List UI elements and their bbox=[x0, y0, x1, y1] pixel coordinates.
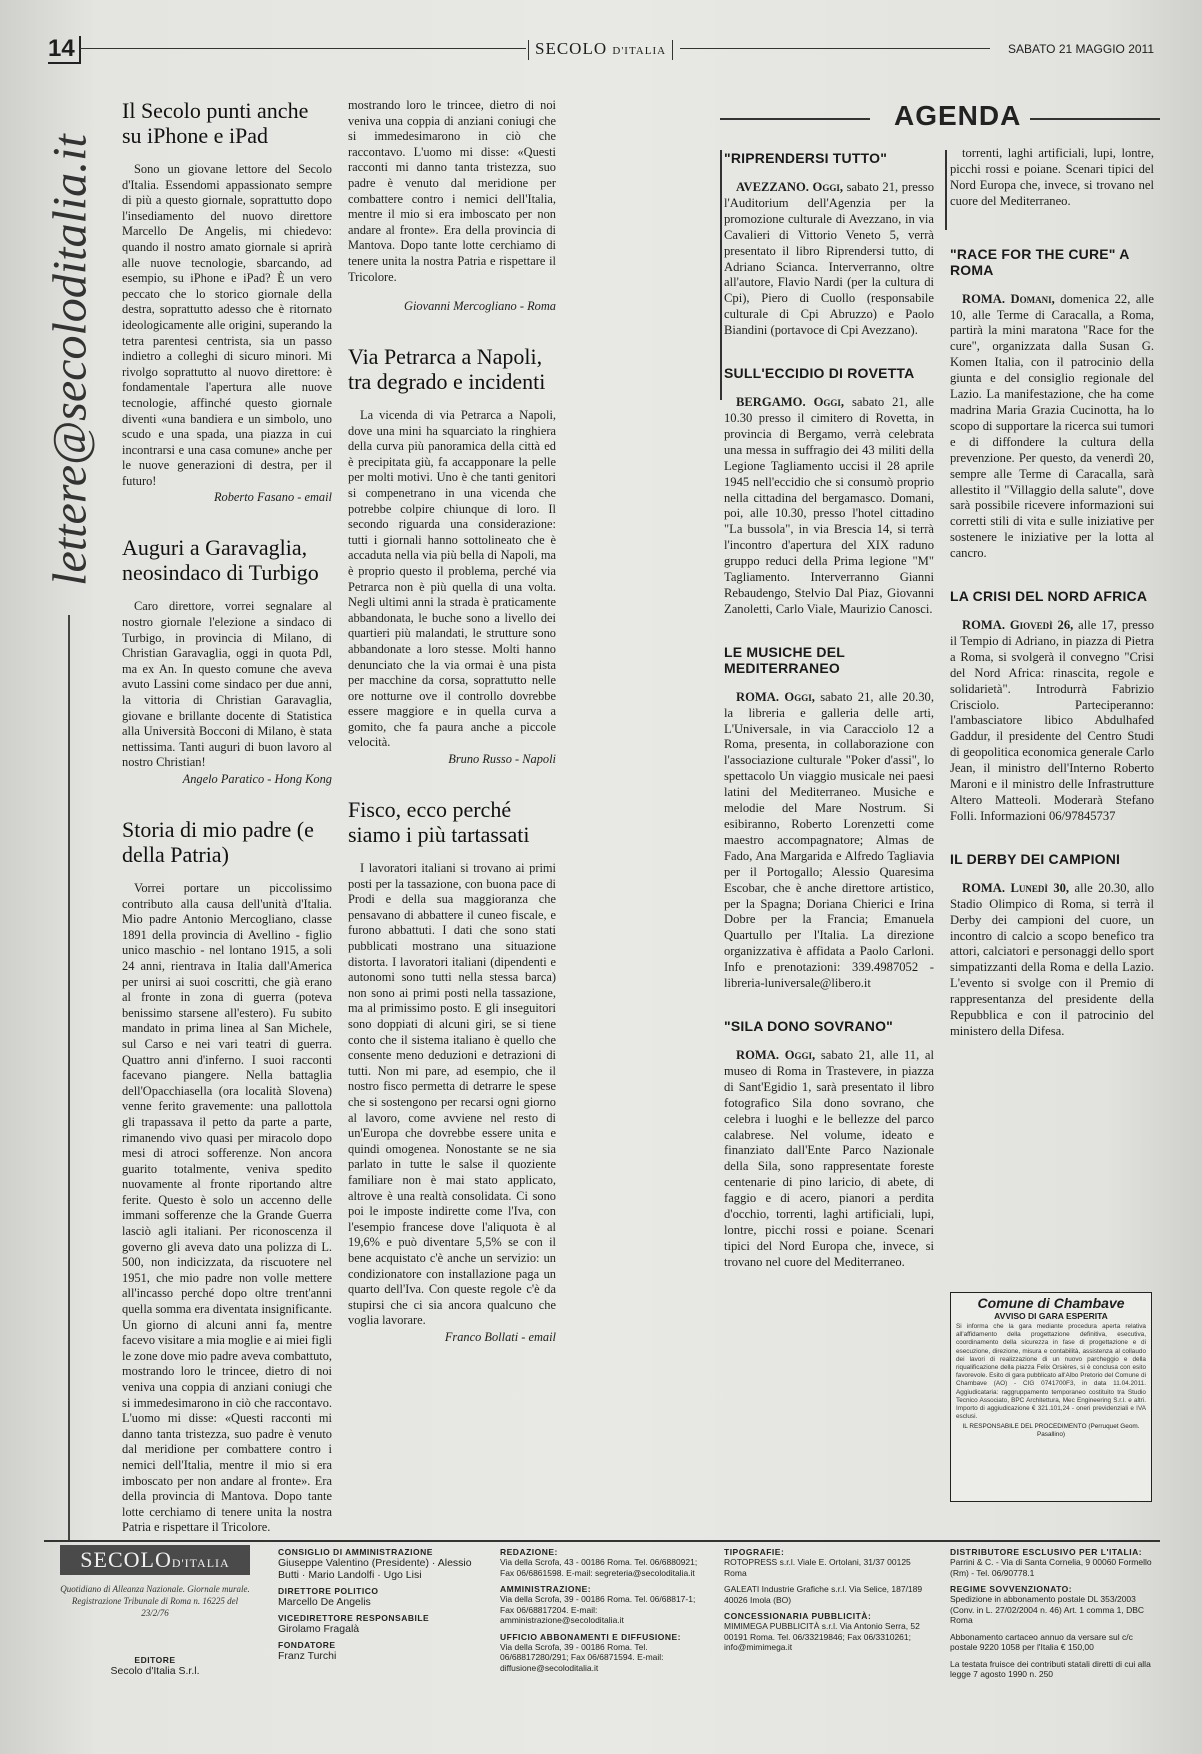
footer-subtitle: Quotidiano di Alleanza Nazionale. Giornale murale. Registrazione Tribunale di Roma n. 16225 del 23/2/76 bbox=[60, 1584, 250, 1618]
agenda-item bbox=[724, 1017, 934, 1269]
agenda-item bbox=[724, 365, 934, 618]
footer-logo: SECOLOD'ITALIA bbox=[60, 1545, 250, 1575]
agenda-item-text: AVEZZANO. Oggi, sabato 21, presso l'Auditorium dell'Agenzia per la promozione culturale di Avezzano, in via Cavalieri di Vittorio Veneto 5, verrà presentato il libro Riprendersi tutto, di Adriano Scianca. Interverranno, oltre all'autore, Flavio Nardi (per la cultura di Cpi), Piero di Cuollo (responsabile culturale di Cpi Abruzzo) e Paolo Biandini (portavoce di Cpi Avezzano). bbox=[724, 180, 934, 338]
agenda-item-title: "RIPRENDERSI TUTTO" bbox=[724, 150, 888, 166]
header-rule-right bbox=[680, 48, 990, 49]
footer-board: CONSIGLIO DI AMMINISTRAZIONE Giuseppe Valentino (Presidente) · Alessio Butti · Mario Landolfi · Ugo Lisi DIRETTORE POLITICO Marcello De Angelis VICEDIRETTORE RESPONSABILE Girolamo Fragalà FONDATORE Franz Turchi bbox=[278, 1547, 472, 1662]
letter-title: Auguri a Garavaglia, neosindaco di Turbigo bbox=[122, 535, 319, 586]
letter-body: Sono un giovane lettore del Secolo d'Italia. Essendomi appassionato sempre di più a questo giornale, soprattutto dopo l'insediamento del nuovo direttore Marcello De Angelis, mi chiedevo: quando il nostro amato giornale si aprirà alle nuove tecnologie, sbarcando, ad esempio, su iPhone e iPad? È un vero peccato che lo storico giornale della destra, soprattutto adesso che è ritornato ideologicamente alle origini, superando la tetra parentesi centrista, sia un passo indietro a colleghi di sicuro minori. Mi rivolgo soprattutto al nuovo direttore: è fondamentale l'apertura alle nuove tecnologie, affinché questo giornale diventi «una bandiera e un simbolo, uno scudo e una spada, una piazza in cui incontrarsi e una casa comune» anche per le nuove generazioni di destra, per il futuro! bbox=[122, 162, 332, 488]
agenda-item bbox=[950, 246, 1154, 562]
agenda-item bbox=[724, 150, 934, 339]
letter-body: I lavoratori italiani si trovano ai primi posti per la tassazione, con buona pace di Prodi e della sua maggioranza che pensavano di abbattere il cuneo fiscale, e furono abbattuti. I dati che sono stati pubblicati mostrano una situazione distorta. I lavoratori italiani (dipendenti e autonomi sono tutti nella stessa barca) non sono ai primi posti nella tassazione, ma al primissimo posto. E gli inseguitori sono doppiati di alcuni giri, se si tiene conto che il sistema italiano è quello che consente meno deduzioni e detrazioni di tutti. Non mi pare, ad esempio, che il nostro fisco permetta di detrarre le spese che si sostengono per recarsi ogni giorno al lavoro, come avviene nel resto di un'Europa che dovrebbe essere unita e quindi omogenea. Nonostante se ne sia parlato in tutte le salse il quoziente familiare non è mai stato applicato, altrove è una realtà consolidata. Ci sono poi le imposte indirette come l'Iva, con l'esempio francese dove l'aliquota è al 19,6% e può diventare 5,5% se con il bene acquistato c'è anche un servizio: un condizionatore con installazione paga un quarto dell'Iva. Con queste regole c'è da stupirsi che ci sia ancora qualcuno che voglia lavorare. bbox=[348, 861, 556, 1328]
letter-signature: Angelo Paratico - Hong Kong bbox=[182, 772, 332, 786]
notice-subtitle: AVVISO DI GARA ESPERITA bbox=[994, 1311, 1108, 1321]
letter-storia bbox=[122, 817, 332, 1535]
notice-title: Comune di Chambave bbox=[977, 1295, 1125, 1311]
letter-fisco bbox=[348, 797, 556, 1345]
agenda-item bbox=[950, 851, 1154, 1040]
masthead-small: D'ITALIA bbox=[612, 45, 667, 57]
page-number: 14 bbox=[48, 36, 81, 64]
letter-storia-continued: mostrando loro le trincee, dietro di noi veniva una coppia di anziani coniugi che si immedesimarono in ciò che raccontavo. L'uomo mi disse: «Questi racconti mi danno tanta tristezza, suo padre è venuto dal meridione per combattere contro i nemici dell'Italia, mentre il mio si era imboscato per non andare al fronte». Era della provincia di Mantova. Dopo tante lotte cerchiamo di tenere unita la nostra Patria e rispettare il Tricolore. bbox=[348, 98, 556, 284]
agenda-item-title: "RACE FOR THE CURE" A ROMA bbox=[950, 245, 1129, 278]
letter-garavaglia bbox=[122, 535, 332, 787]
letter-body: La vicenda di via Petrarca a Napoli, dove una mini ha squarciato la ringhiera della curva più panoramica della città ed è precipitata giù, fa accapponare la pelle per molti motivi. Uno è che tanti genitori si compenetrano in una vicenda che potrebbe colpire chiunque di loro. Il secondo riguarda una considerazione: tutti i giornali hanno sottolineato che è accaduta nella via più bella di Napoli, ma è proprio questo il problema, perché via Petrarca non è più quella di una volta. Negli ultimi anni la strada è praticamente abbandonata, le buche sono a livello dei quartieri più malandati, le strutture sono abbandonate a loro stesse. Molti hanno denunciato che la via ormai è una pista per macchine da corsa, soprattutto nelle ore notturne ove il controllo dovrebbe essere maggiore e in quella curva a gomito, che fa paura anche a piccole velocità. bbox=[348, 408, 556, 750]
agenda-rule-left bbox=[720, 118, 870, 120]
footer-publisher: EDITORE Secolo d'Italia S.r.l. bbox=[110, 1655, 200, 1677]
letter-signature: Franco Bollati - email bbox=[444, 1329, 556, 1344]
agenda-rule-vertical-2 bbox=[945, 150, 947, 230]
agenda-column-2 bbox=[950, 146, 1154, 1066]
footer-rule bbox=[44, 1540, 1160, 1542]
footer-offices: REDAZIONE: Via della Scrofa, 43 - 00186 Roma. Tel. 06/6880921; Fax 06/6861598. E-mail: segreteria@secoloditalia.it AMMINISTRAZIONE: Via della Scrofa, 39 - 00186 Roma. Tel. 06/68817-1; Fax 06/68817204. E-mail: amministrazione@secoloditalia.it UFFICIO ABBONAMENTI E DIFFUSIONE: Via della Scrofa, 39 - 00186 Roma. Tel. 06/68817280/291; Fax 06/6871594. E-mail: diffusione@secoloditalia.it bbox=[500, 1547, 698, 1673]
agenda-item-text: ROMA. Oggi, sabato 21, alle 20.30, la libreria e galleria delle arti, L'Universale, in via Caracciolo 12 a Roma, presenta, in collaborazione con l'associazione culturale "Poker d'assi", lo spettacolo Un viaggio musicale nei paesi latini del Mediterraneo. Musiche e melodie del Mare Nostrum. Si esibiranno, Roberto Lorenzetti come maestro accompagnatore; Almas de Fado, Ana Margarida e Alfredo Tagliavia per il Portogallo; Alessio Quaresima Escobar, che è anche direttore artistico, per la Spagna; Doriana Chierici e Irina Dobre per la Francia; Emanuela Quartullo per l'Italia. La direzione organizzativa è affidata a Paolo Carloni. Info e prenotazioni: 339.4987052 - libreria-luniversale@libero.it bbox=[724, 689, 934, 991]
letter-body: Vorrei portare un piccolissimo contributo alla causa dell'unità d'Italia. Mio padre Antonio Mercogliano, classe 1891 della provincia di Avellino - figlio unico maschio - nel lontano 1915, a soli 24 anni, rientrava in Italia dall'America per unirsi ai suoi coscritti, che già erano al fronte in zona di guerra (poteva benissimo starsene all'estero). Fu subito mandato in prima linea al San Michele, sul Carso e nei vari teatri di guerra. Quattro anni d'inferno. I suoi racconti facevano piangere. Nella battaglia dell'Opacchiasella (ora località Slovena) venne ferito gravemente: una pallottola gli trapassava il petto da parte a parte, rimanendo vivo quasi per miracolo dopo mesi di atroci sofferenze. Non ancora guarito totalmente, veniva spedito nuovamente al fronte riportando altre ferite. Questo è solo un accenno delle immani sofferenze che la Grande Guerra lasciò agli italiani. Per riconoscenza il governo gli aveva dato una polizza di L. 500, non indicizzata, da riscuotere nel 1951, che mio padre non volle mettere all'incasso perché dopo oltre trent'anni quella somma era diventata insignificante. Un giorno di alcuni anni fa, mentre facevo visitare a mia moglie e ai miei figli le zone dove mio padre aveva combattuto, mostrando loro le trincee, dietro di noi veniva una coppia di anziani coniugi che si immedesimarono in ciò che raccontavo. L'uomo mi disse: «Questi racconti mi danno tanta tristezza, suo padre è venuto dal meridione per combattere contro i nemici dell'Italia, mentre il mio si era imboscato per non andare al fronte». Era della provincia di Mantova. Dopo tante lotte cerchiamo di tenere unita la nostra Patria e rispettare il Tricolore. bbox=[122, 881, 332, 1535]
agenda-item-title: "SILA DONO SOVRANO" bbox=[724, 1017, 894, 1034]
letter-signature: Bruno Russo - Napoli bbox=[448, 752, 556, 767]
agenda-item-title: LA CRISI DEL NORD AFRICA bbox=[950, 588, 1148, 605]
agenda-item-continued: torrenti, laghi artificiali, lupi, lontre, picchi rossi e poiane. Scenari tipici del Nord Europa che, invece, si trovano nel cuore del Mediterraneo. bbox=[950, 146, 1154, 208]
agenda-title: AGENDA bbox=[894, 100, 1022, 131]
vertical-rule bbox=[68, 615, 70, 1540]
letter-title: Il Secolo punti anche su iPhone e iPad bbox=[122, 98, 309, 148]
letter-title: Fisco, ecco perché siamo i più tartassati bbox=[348, 797, 530, 848]
notice-footer: IL RESPONSABILE DEL PROCEDIMENTO (Perruquet Geom. Pasallino) bbox=[962, 1423, 1140, 1439]
agenda-item-text: ROMA. Lunedì 30, alle 20.30, allo Stadio Olimpico di Roma, si terrà il Derby dei campioni del cuore, un incontro di calcio a scopo benefico tra attori, calciatori e personaggi dello sport simpatizzanti della Roma e della Lazio. L'evento si svolge con il Premio di rappresentanza del presidente della Repubblica e con il patrocinio del ministero della Difesa. bbox=[950, 880, 1155, 1038]
agenda-item-text: ROMA. Giovedì 26, alle 17, presso il Tempio di Adriano, in piazza di Pietra a Roma, si svolgerà il convegno "Crisi del Nord Africa: rinascita, regole e solidarietà". Introdurrà Fabrizio Crisciolo. Parteciperanno: l'ambasciatore libico Abdulhafed Gaddur, il presidente del Centro Studi di geopolitica economica generale Carlo Jean, il ministro dell'Interno Roberto Maroni e il ministro delle Infrastrutture Altero Matteoli. Moderarà Stefano Folli. Informazioni 06/97845737 bbox=[950, 618, 1154, 823]
masthead-main: SECOLO bbox=[535, 39, 608, 58]
tender-notice-box bbox=[950, 1292, 1152, 1502]
letter-body: Caro direttore, vorrei segnalare al nostro giornale l'elezione a sindaco di Turbigo, in provincia di Milano, di Christian Garavaglia, oggi in quota Pdl, ma ex An. In questo comune che aveva avuto Lassini come sindaco per due anni, la vittoria di Christian Garavaglia, giovane e brillante docente di Statistica alla Università Bocconi di Milano, è stata nettissima. Tanti auguri di buon lavoro al nostro Christian! bbox=[122, 599, 332, 770]
notice-body: Si informa che la gara mediante procedura aperta relativa all'affidamento della progettazione definitiva, esecutiva, coordinamento della sicurezza in fase di progettazione e di esecuzione, direzione, misura e contabilità, assistenza al collaudo dei lavori di realizzazione di un nuovo parcheggio e della riqualificazione della piazza Felix Orsières, si è conclusa con esito favorevole. Esito di gara pubblicato all'Albo Pretorio del Comune di Chambave (AO) - CIG 0741700F3, in data 11.04.2011. Aggiudicataria: raggruppamento temporaneo costituito tra Studio Tecnico Associato, BPC Architettura, Mec Engineering S.r.l. e altri. Importo di aggiudicazione € 321.101,24 - oneri previdenziali e IVA esclusi. bbox=[956, 1323, 1146, 1421]
letter-title: Storia di mio padre (e della Patria) bbox=[122, 817, 314, 867]
agenda-column-1 bbox=[724, 150, 935, 1269]
letters-column-2 bbox=[348, 98, 556, 1375]
letter-petrarca bbox=[348, 344, 556, 767]
masthead bbox=[528, 40, 673, 60]
agenda-rule-vertical bbox=[720, 150, 722, 400]
header-date: SABATO 21 MAGGIO 2011 bbox=[1007, 42, 1154, 56]
footer-distribution: DISTRIBUTORE ESCLUSIVO PER L'ITALIA: Parrini & C. - Via di Santa Cornelia, 9 00060 Formello (Rm) - Tel. 06/90778.1 REGIME SOVVENZIONATO: Spedizione in abbonamento postale DL 353/2003 (Conv. in L. 27/02/2004 n. 46) Art. 1 comma 1, DBC Roma Abbonamento cartaceo annuo da versare sul c/c postale 9220 1058 per l'Italia € 150,00 La testata fruisce dei contributi statali diretti di cui alla legge 7 agosto 1990 n. 250 bbox=[950, 1547, 1152, 1679]
agenda-item bbox=[950, 588, 1154, 825]
letter-title: Via Petrarca a Napoli, tra degrado e incidenti bbox=[348, 344, 546, 394]
letter-signature: Roberto Fasano - email bbox=[213, 490, 332, 505]
header-rule-left bbox=[80, 48, 526, 49]
vertical-email-label: lettere@secoloditalia.it bbox=[43, 134, 97, 586]
agenda-item-title: IL DERBY DEI CAMPIONI bbox=[950, 850, 1121, 867]
agenda-item bbox=[724, 644, 934, 992]
agenda-item-title: LE MUSICHE DEL MEDITERRANEO bbox=[724, 643, 845, 676]
agenda-item-text: BERGAMO. Oggi, sabato 21, alle 10.30 presso il cimitero di Rovetta, in provincia di Bergamo, verrà celebrata una messa in suffragio dei 43 militi della Legione Tagliamento uccisi il 28 aprile 1945 nell'eccidio che si consumò proprio nella cittadina del bergamasco. Domani, poi, alle 10.30, presso l'hotel cittadino "La bussola", in via Brescia 14, si terrà l'incontro d'apertura del XIX raduno gruppo reduci della Prima legione "M" Tagliamento. Interverranno Gianni Rebaudengo, Stelvio Dal Piaz, Giovanni Zanoletti, Carlo Viale, Maurizio Canosci. bbox=[724, 395, 935, 616]
footer-printers: TIPOGRAFIE: ROTOPRESS s.r.l. Viale E. Ortolani, 31/37 00125 Roma GALEATI Industrie Grafiche s.r.l. Via Selice, 187/189 40026 Imola (BO) CONCESSIONARIA PUBBLICITÀ: MIMIMEGA PUBBLICITÀ s.r.l. Via Antonio Serra, 52 00191 Roma. Tel. 06/33219846; Fax 06/3310261; info@mimimega.it bbox=[724, 1547, 923, 1652]
letter-iphone bbox=[122, 98, 332, 505]
letters-column-1 bbox=[122, 98, 332, 1535]
agenda-item-title: SULL'ECCIDIO DI ROVETTA bbox=[724, 365, 915, 382]
agenda-item-text: ROMA. Domani, domenica 22, alle 10, alle Terme di Caracalla, a Roma, partirà la mini maratona "Race for the cure", organizzata dalla Susan G. Komen Italia, con il patrocinio della giunta e del consiglio regionale del Lazio. La manifestazione, che ha come madrina Maria Grazia Cucinotta, ha lo scopo di supportare la ricerca sui tumori e di diffondere la cultura della prevenzione. Per questo, da venerdì 20, sempre alle Terme di Caracalla, sarà allestito il "Villaggio della salute", dove sarà possibile ricevere informazioni sui corretti stili di vita e sulle iniziative per sostenere le iniziative per la lotta al cancro. bbox=[950, 291, 1154, 561]
agenda-item-text: ROMA. Oggi, sabato 21, alle 11, al museo di Roma in Trastevere, in piazza di Sant'Egidio 1, sarà presentato il libro fotografico Sila dono sovrano, che celebra i luoghi e le bellezze del parco calabrese. Nel volume, ideato e finanziato dall'Ente Parco Nazionale della Sila, sono rappresentate foreste centenarie di pino laricio, di abete, di faggio e di acero, pianori a perdita d'occhio, torrenti, laghi artificiali, lupi, lontre, picchi rossi e poiane. Scenari tipici del Nord Europa che, invece, si trovano nel cuore del Mediterraneo. bbox=[724, 1047, 934, 1269]
letter-signature: Giovanni Mercogliano - Roma bbox=[404, 299, 556, 313]
agenda-rule-right bbox=[1030, 118, 1160, 120]
